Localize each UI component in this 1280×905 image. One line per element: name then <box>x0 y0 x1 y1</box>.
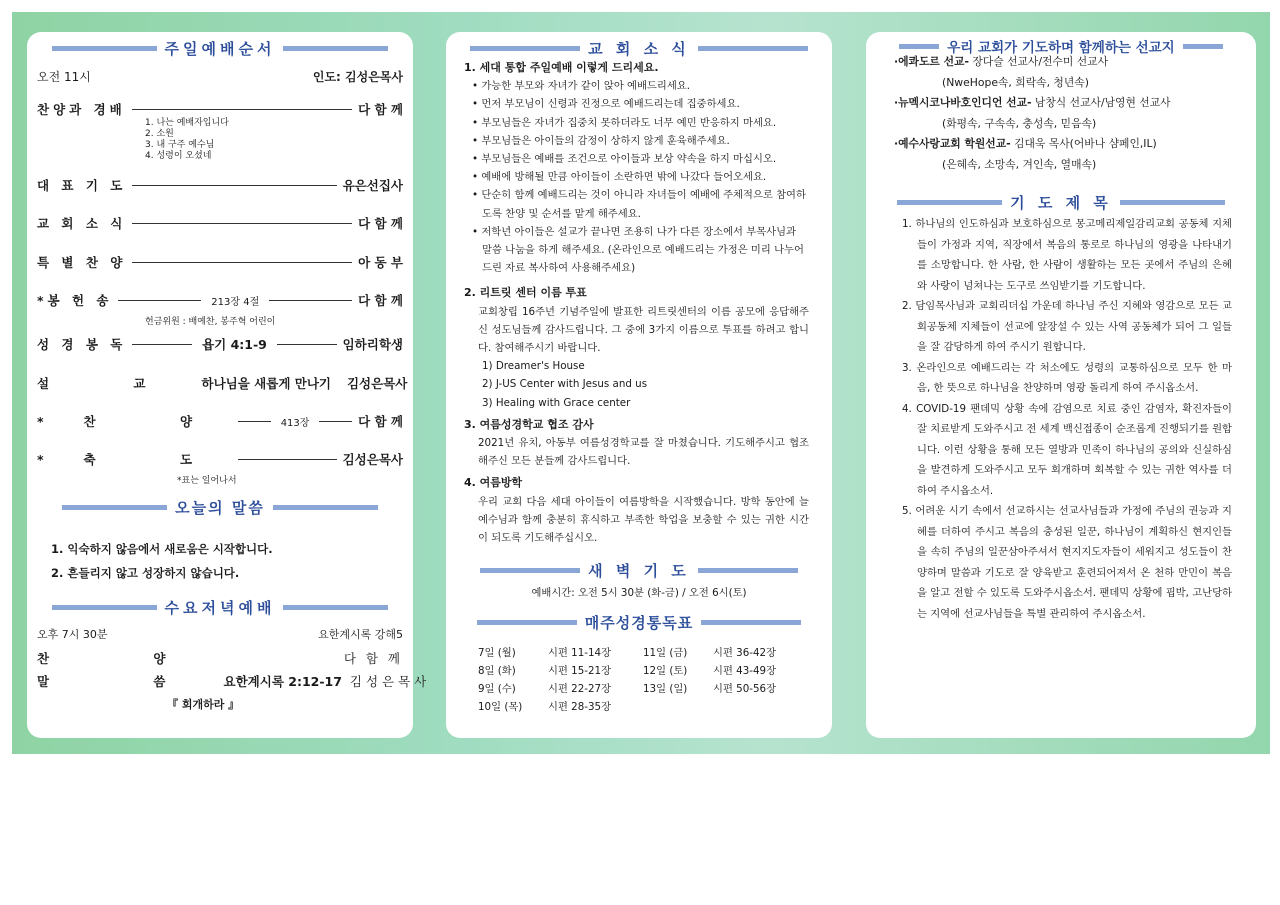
order-row: 설 교 하나님을 새롭게 만나기 김성은목사 <box>37 376 408 391</box>
word-title: 오늘의 말씀 <box>175 499 265 517</box>
header-word <box>27 497 413 518</box>
header-prayer <box>866 192 1256 213</box>
order-row: *축 도 김성은목사 <box>37 452 403 467</box>
wed-row: 찬 양 다 함 께 <box>37 651 403 666</box>
mission-list: ·에콰도르 선교- 장다슬 선교사/전수미 선교사 (NweHope속, 희락속, 청년속) ·뉴멕시코나바호인디언 선교- 남창식 선교사/남영현 선교사 (화평속, 구속속, 충성속, 믿음속) ·예수사랑교회 학원선교- 김대욱 목사(어바나 샴페인,IL) (은혜속, 소망속, 겨인속, 열매속) <box>894 55 1171 171</box>
order-row: 특 별 찬 양 아 동 부 <box>37 255 403 270</box>
panel-sunday-service <box>27 32 427 738</box>
wed-time: 오후 7시 30분 <box>37 628 108 641</box>
service-title: 주일예배순서 <box>164 40 276 58</box>
header-wednesday <box>27 597 413 618</box>
service-leader: 인도: 김성은목사 <box>312 70 403 84</box>
offering-note: 헌금위원 : 배예찬, 봉주혁 어린이 <box>145 317 276 327</box>
dawn-time: 예배시간: 오전 5시 30분 (화-금) / 오전 6시(토) <box>531 587 747 599</box>
header-dawn <box>446 560 832 581</box>
wed-row: 말 씀 요한계시록 2:12-17 김 성 은 목 사 <box>37 674 427 689</box>
dawn-title: 새 벽 기 도 <box>588 562 690 580</box>
header-bible <box>446 612 832 633</box>
order-row: 대 표 기 도 유은선집사 <box>37 178 403 193</box>
service-time: 오전 11시 <box>37 70 91 84</box>
order-row: *봉 헌 송 213장 4절 다 함 께 <box>37 293 404 308</box>
news-1-title: 1. 세대 통합 주일예배 이렇게 드리세요. <box>464 61 659 74</box>
bible-title: 매주성경통독표 <box>584 614 694 632</box>
wed-title: 수요저녁예배 <box>164 599 276 617</box>
song-list: 1. 나는 예배자입니다 2. 소원 3. 내 구주 예수님 4. 성령이 오셨네 <box>145 118 229 161</box>
news-3-title: 3. 여름성경학교 협조 감사 <box>464 417 594 431</box>
prayer-list: 1. 하나님의 인도하심과 보호하심으로 몽고메리제일감리교회 공동체 지체들이 가정과 지역, 직장에서 복음의 통로로 하나님의 영광을 나타내기를 소망합니다. 한 사람, 한 사람이 생활하는 모든 곳에서 주님의 은혜와 사랑이 넘쳐나는 도구로 쓰임받기를 기도합니다. 2. 담임목사님과 교회리더십 가운데 하나님 주신 지혜와 영감으로 모든 교회공동체 지체들이 선교에 앞장설 수 있는 사역 공동체가 되어 그 일들을 잘 감당하게 하여 주시기 원합니다. 3. 온라인으로 예배드리는 각 처소에도 성령의 교통하심으로 모두 한 마음, 한 뜻으로 하나님을 찬양하며 영광 돌리게 하여 주시옵소서. 4. COVID-19 팬데믹 상황 속에 감염으로 치료 중인 감염자, 확진자들이 잘 치료받게 도와주시고 전 세계 백신접종이 순조롭게 진행되기를 원합니다. 이런 상황을 통해 모든 열방과 민족이 하나님의 공의와 신실하심을 발견하게 도와주시고 모두 회개하며 회복할 수 있는 귀한 역사를 더하여 주시옵소서. 5. 어려운 시기 속에서 선교하시는 선교사님들과 가정에 주님의 권능과 지혜를 더하여 주시고 복음의 충성된 일꾼, 하나님이 계획하신 현지인들을 속히 주님의 일꾼삼아주셔서 현지지도자들이 세워지고 성도들이 찬양하며 말씀과 기도로 잘 양육받고 훈련되어져서 온 천하 만민이 복음을 알고 전할 수 있도록 도와주시옵소서. 팬데믹 상황에 핍박, 고난당하는 지역에 선교사님들을 특별 관리하여 주시옵소서. <box>902 218 1232 620</box>
stand-note: *표는 일어나서 <box>177 476 237 486</box>
news-body: 1. 세대 통합 주일예배 이렇게 드리세요. • 가능한 부모와 자녀가 같이 앉아 예배드리세요. • 먼저 부모님이 신령과 진정으로 예배드리는데 집중하세요. • 부모님들은 자녀가 집중치 못하더라도 너무 예민 반응하지 마세요. • 부모님들은 아이들의 감정이 상하지 않게 훈육해주세요. • 부모님들은 예배를 조건으로 아이들과 보상 약속을 하지 마십시오. • 예배에 방해될 만큼 아이들이 소란하면 밖에 나갔다 들어오세요. • 단순히 함께 예배드리는 것이 아니라 자녀들이 예배에 주체적으로 참여하도록 찬양 및 순서를 맡게 해주세요. • 저학년 아이들은 설교가 끝나면 조용히 나가 다른 장소에서 부목사님과 말씀 나눔을 하게 해주세요. (온라인으로 예배드리는 가정은 미리 나누어드린 자료 복사하여 사용해주세요) 2. 리트릿 센터 이름 투표 교회창립 16주년 기념주일에 발표한 리트릿센터의 이름 공모에 응답해주신 성도님들께 감사드립니다. 그 중에 3가지 이름으로 투표를 하려고 합니다. 참여해주시기 바랍니다. 1) Dreamer's House 2) J-US Center with Jesus and us 3) Healing with Grace center 3. 여름성경학교 협조 감사 2021년 유치, 아동부 여름성경학교를 잘 마쳤습니다. 기도해주시고 협조해주신 모든 분들께 감사드립니다. 4. 여름방학 우리 교회 다음 세대 아이들이 여름방학을 시작했습니다. 방학 동안에 늘 예수님과 함께 충분히 휴식하고 부족한 학업을 보충할 수 있는 귀한 시간이 되도록 기도해주십시오. <box>464 59 809 547</box>
bible-table: 7일 (월) 시편 11-14장 11일 (금) 시편 36-42장 8일 (화) 시편 15-21장 12일 (토) 시편 43-49장 9일 (수) 시편 22-27장 13일 (일) 시편 50-56장 10일 (목) 시편 28-35장 <box>478 647 777 713</box>
order-row: *찬 양 413장 다 함 께 <box>37 414 404 429</box>
panel-prayer <box>866 32 1256 738</box>
word-list: 1. 익숙하지 않음에서 새로움은 시작합니다. 2. 흔들리지 않고 성장하지 않습니다. <box>51 542 273 580</box>
order-row: 교 회 소 식 다 함 께 <box>37 216 403 231</box>
order-row: 찬양과 경배 다 함 께 <box>37 102 403 117</box>
wed-theme: 『 회개하라 』 <box>167 698 240 711</box>
header-sunday-service <box>27 38 413 59</box>
panel-church-news <box>446 32 832 738</box>
order-row: 성 경 봉 독 욥기 4:1-9 임하리학생 <box>37 337 403 352</box>
mission-title: 우리 교회가 기도하며 함께하는 선교지 <box>947 40 1175 56</box>
prayer-title: 기 도 제 목 <box>1010 194 1112 212</box>
news-2-title: 2. 리트릿 센터 이름 투표 <box>464 286 587 300</box>
wed-series: 요한계시록 강해5 <box>318 628 403 641</box>
header-news <box>446 38 832 59</box>
news-4-title: 4. 여름방학 <box>464 476 523 490</box>
news-title: 교 회 소 식 <box>588 40 690 58</box>
